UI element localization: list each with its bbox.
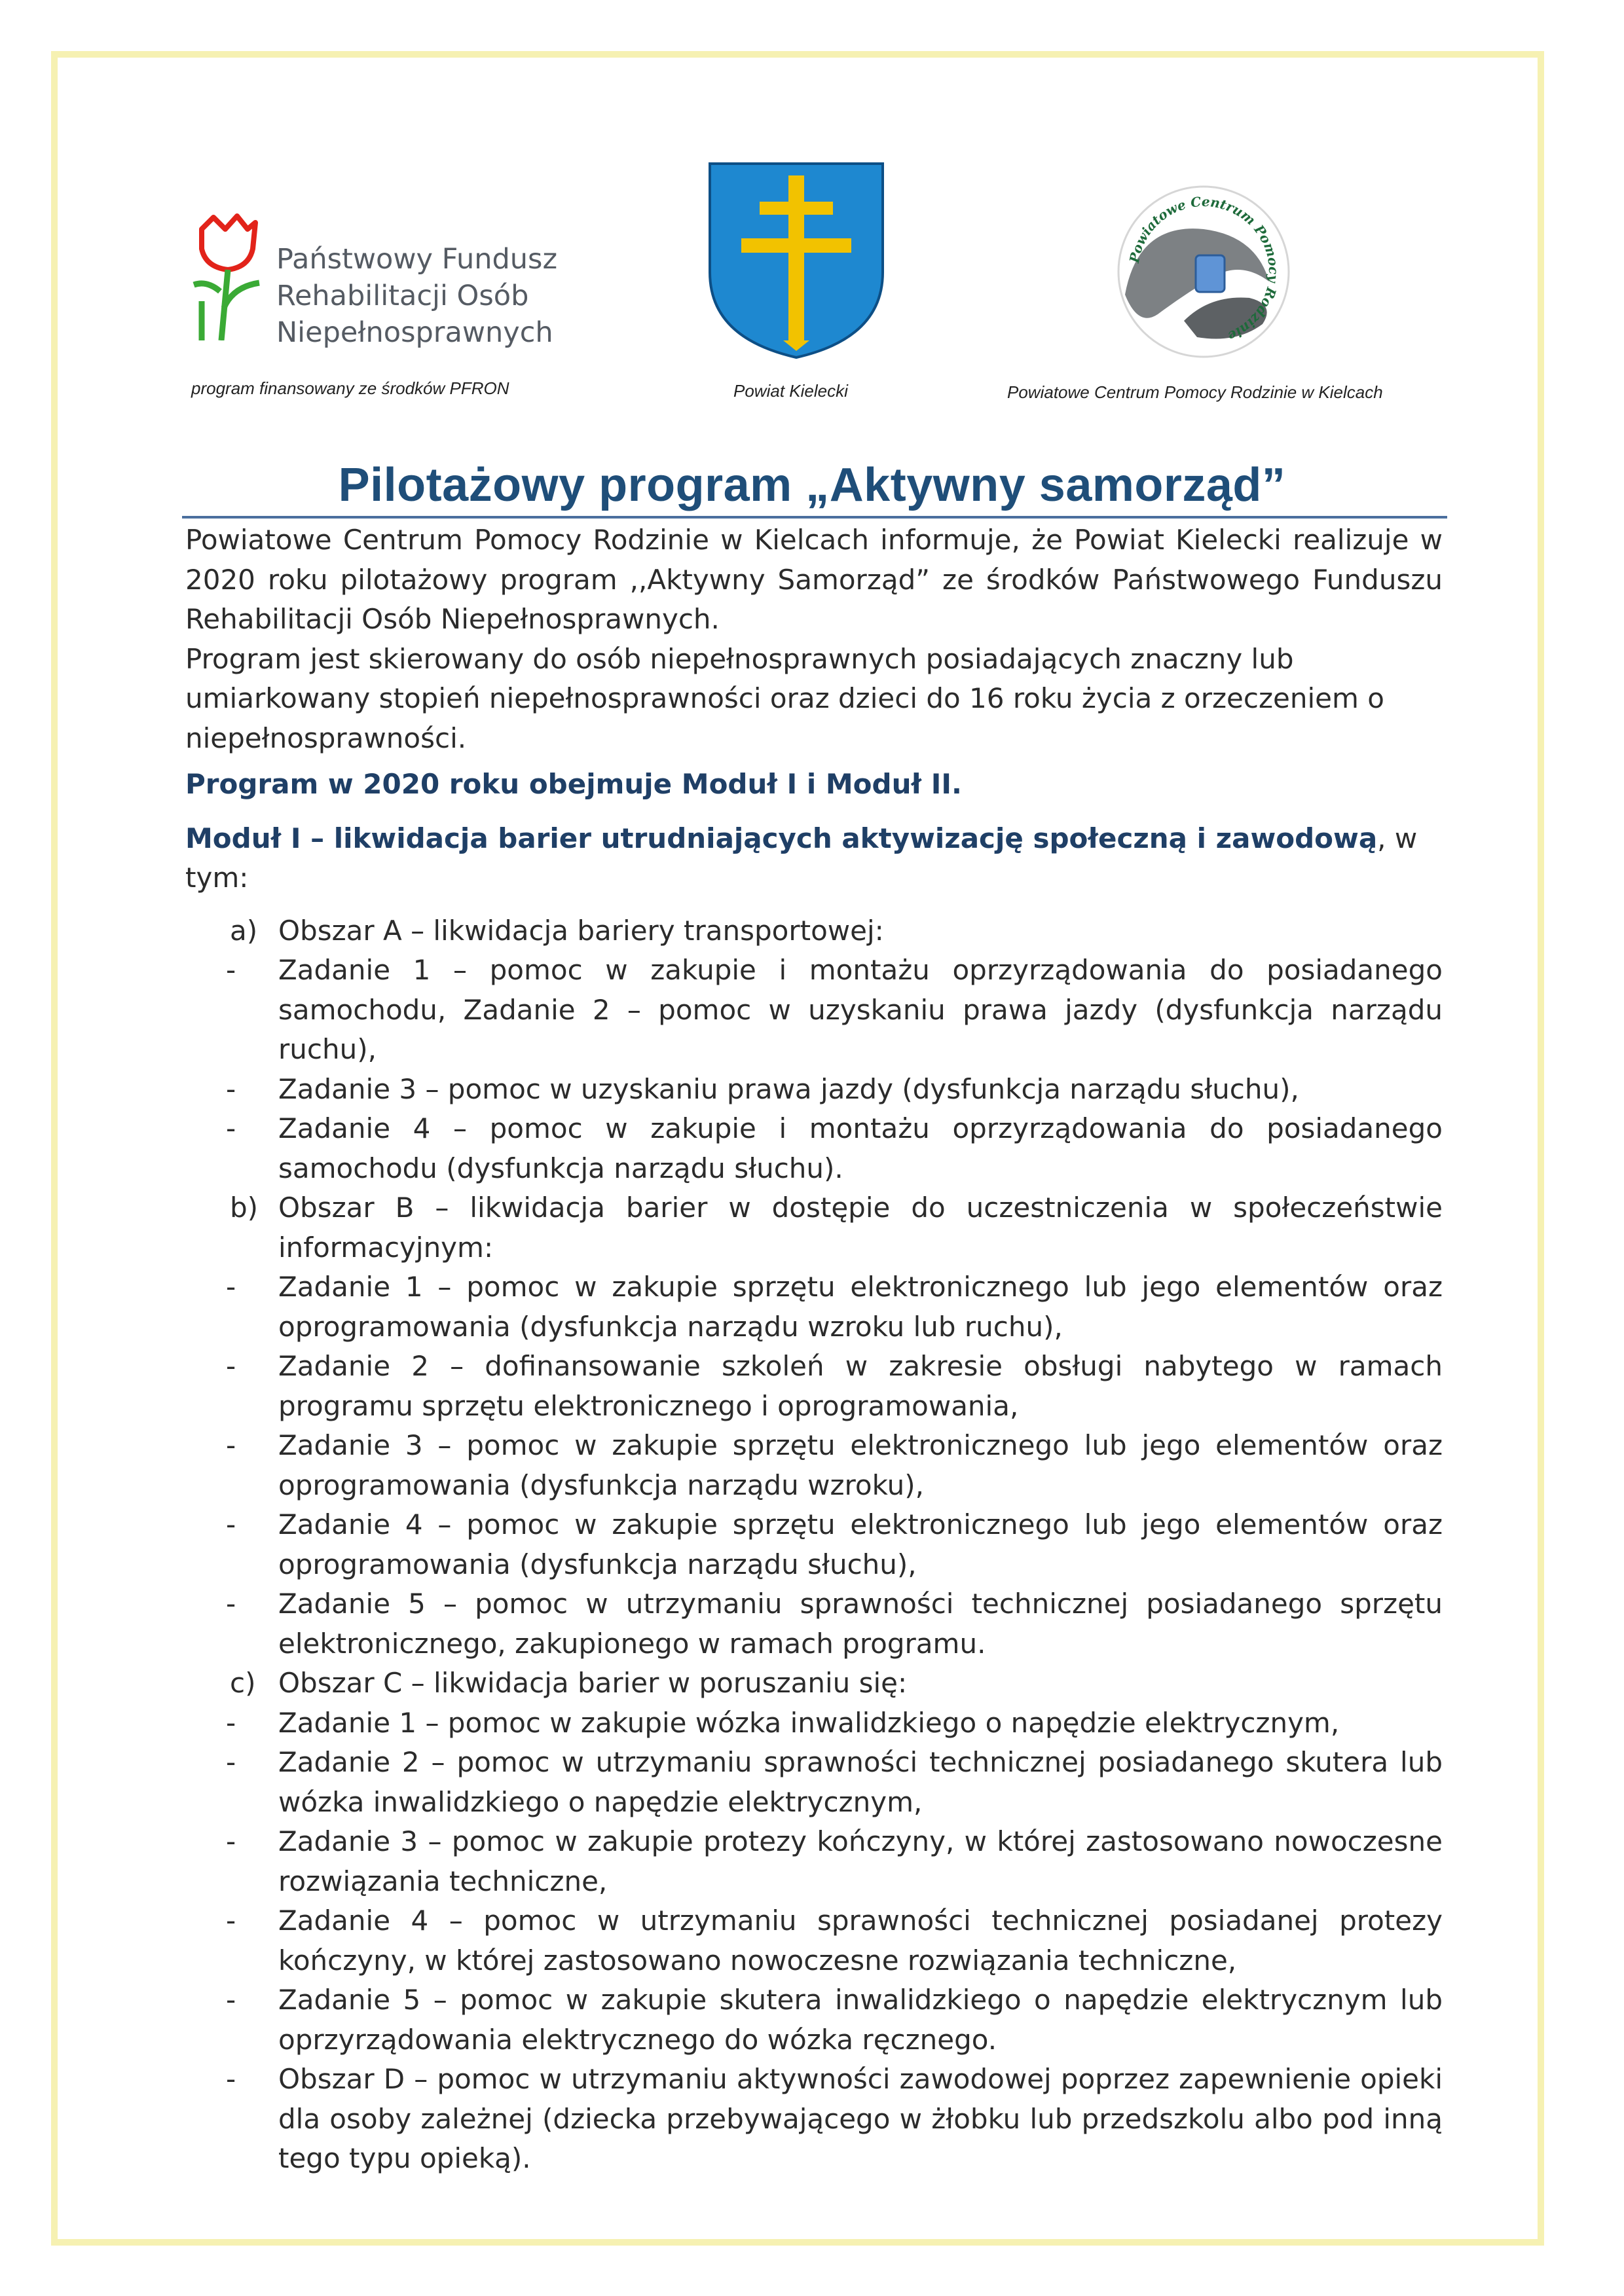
title-underline [182, 516, 1447, 519]
list-item [185, 2060, 1443, 2179]
module-heading-bold: Moduł I – likwidacja barier utrudniających aktywizację społeczną i zawodową [185, 822, 1378, 854]
list-item [185, 1704, 1443, 1743]
list-item [185, 1901, 1443, 1980]
list-item [185, 1980, 1443, 2060]
intro-paragraph-1: Powiatowe Centrum Pomocy Rodzinie w Kielcach informuje, że Powiat Kielecki realizuje w 2020 roku pilotażowy program ,,Aktywny Samorząd” ze środków Państwowego Funduszu Rehabilitacji Osób Niepełnosprawnych. [185, 524, 1443, 635]
pfron-line1: Państwowy Fundusz [276, 243, 558, 276]
list-item [185, 1188, 1443, 1267]
list-item-text: Zadanie 1 – pomoc w zakupie sprzętu elektronicznego lub jego elementów oraz oprogramowania (dysfunkcja narządu wzroku lub ruchu), [278, 1271, 1443, 1343]
list-item [185, 1664, 1443, 1704]
list-item-text: Zadanie 1 – pomoc w zakupie i montażu oprzyrządowania do posiadanego samochodu, Zadanie 2 – pomoc w uzyskaniu prawa jazdy (dysfunkcja narządu ruchu), [278, 954, 1443, 1065]
list-item-text: Zadanie 5 – pomoc w zakupie skutera inwalidzkiego o napędzie elektrycznym lub oprzyrządowania elektrycznego do wózka ręcznego. [278, 1984, 1443, 2056]
intro-paragraph-2: Program jest skierowany do osób niepełnosprawnych posiadających znaczny lub umiarkowany stopień niepełnosprawności oraz dzieci do 16 roku życia z orzeczeniem o niepełnosprawności. [185, 642, 1384, 754]
list-marker: - [226, 1072, 236, 1105]
powiat-caption: Powiat Kielecki [733, 381, 848, 401]
list-item [185, 1505, 1443, 1584]
list-item-text: Zadanie 1 – pomoc w zakupie wózka inwalidzkiego o napędzie elektrycznym, [278, 1706, 1340, 1739]
module-heading-rest: , w tym: [185, 822, 1418, 894]
list-item [185, 1267, 1443, 1347]
module-heading [185, 819, 1443, 898]
pcpr-seal-logo [1112, 183, 1295, 360]
list-item-text: Zadanie 3 – pomoc w zakupie protezy kończyny, w której zastosowano nowoczesne rozwiązania techniczne, [278, 1825, 1443, 1897]
intro-paragraph-3: Program w 2020 roku obejmuje Moduł I i Moduł II. [185, 768, 962, 800]
document-body [185, 520, 1443, 2179]
list-item [185, 911, 1443, 951]
list-item [185, 951, 1443, 1070]
list-marker: b) [230, 1192, 259, 1224]
task-list [185, 911, 1443, 2179]
pcpr-seal-icon [1112, 183, 1295, 360]
list-marker: - [226, 1350, 236, 1382]
list-marker: - [226, 1429, 236, 1461]
list-item-text: Zadanie 2 – pomoc w utrzymaniu sprawności technicznej posiadanego skutera lub wózka inwalidzkiego o napędzie elektrycznym, [278, 1746, 1443, 1818]
pfron-logo [187, 210, 593, 354]
pfron-caption: program finansowany ze środków PFRON [191, 378, 509, 398]
pfron-line3: Niepełnosprawnych [276, 316, 553, 349]
list-item-text: Obszar B – likwidacja barier w dostępie do uczestniczenia w społeczeństwie informacyjnym: [278, 1192, 1443, 1264]
list-item-text: Zadanie 5 – pomoc w utrzymaniu sprawności technicznej posiadanego sprzętu elektronicznego, zakupionego w ramach programu. [278, 1588, 1443, 1660]
list-item-text: Zadanie 3 – pomoc w zakupie sprzętu elektronicznego lub jego elementów oraz oprogramowania (dysfunkcja narządu wzroku), [278, 1429, 1443, 1501]
seal-text: Powiatowe Centrum Pomocy Rodzinie [1126, 193, 1282, 345]
pcpr-caption: Powiatowe Centrum Pomocy Rodzinie w Kielcach [1007, 382, 1383, 402]
list-marker: a) [230, 914, 258, 947]
list-marker: - [226, 1271, 236, 1303]
list-item-text: Obszar C – likwidacja barier w poruszaniu się: [278, 1667, 908, 1699]
list-item [185, 1070, 1443, 1110]
list-item [185, 1822, 1443, 1901]
list-marker: - [226, 1984, 236, 2016]
list-marker: - [226, 1825, 236, 1857]
powiat-coat-of-arms [707, 161, 885, 360]
list-marker: c) [230, 1667, 256, 1699]
tulip-icon [187, 210, 266, 340]
list-item-text: Zadanie 3 – pomoc w uzyskaniu prawa jazdy (dysfunkcja narządu słuchu), [278, 1072, 1299, 1105]
list-marker: - [226, 1588, 236, 1620]
list-marker: - [226, 1706, 236, 1739]
list-item [185, 1584, 1443, 1664]
list-marker: - [226, 2063, 236, 2095]
list-item-text: Obszar D – pomoc w utrzymaniu aktywności zawodowej poprzez zapewnienie opieki dla osoby zależnej (dziecka przebywającego w żłobku lub przedszkolu albo pod inną tego typu opieką). [278, 2063, 1443, 2174]
list-marker: - [226, 1904, 236, 1937]
list-marker: - [226, 954, 236, 986]
list-marker: - [226, 1746, 236, 1778]
list-item-text: Zadanie 4 – pomoc w utrzymaniu sprawności technicznej posiadanej protezy kończyny, w której zastosowano nowoczesne rozwiązania techniczne, [278, 1904, 1443, 1977]
list-marker: - [226, 1508, 236, 1540]
list-item [185, 1426, 1443, 1505]
pfron-line2: Rehabilitacji Osób [276, 280, 529, 312]
list-marker: - [226, 1112, 236, 1144]
list-item [185, 1109, 1443, 1188]
page-title: Pilotażowy program „Aktywny samorząd” [338, 459, 1286, 511]
list-item [185, 1743, 1443, 1822]
double-cross-icon [707, 161, 885, 360]
list-item-text: Zadanie 4 – pomoc w zakupie sprzętu elektronicznego lub jego elementów oraz oprogramowania (dysfunkcja narządu słuchu), [278, 1508, 1443, 1580]
list-item-text: Zadanie 2 – dofinansowanie szkoleń w zakresie obsługi nabytego w ramach programu sprzętu elektronicznego i oprogramowania, [278, 1350, 1443, 1422]
list-item-text: Zadanie 4 – pomoc w zakupie i montażu oprzyrządowania do posiadanego samochodu (dysfunkcja narządu słuchu). [278, 1112, 1443, 1184]
list-item [185, 1347, 1443, 1426]
list-item-text: Obszar A – likwidacja bariery transportowej: [278, 914, 884, 947]
